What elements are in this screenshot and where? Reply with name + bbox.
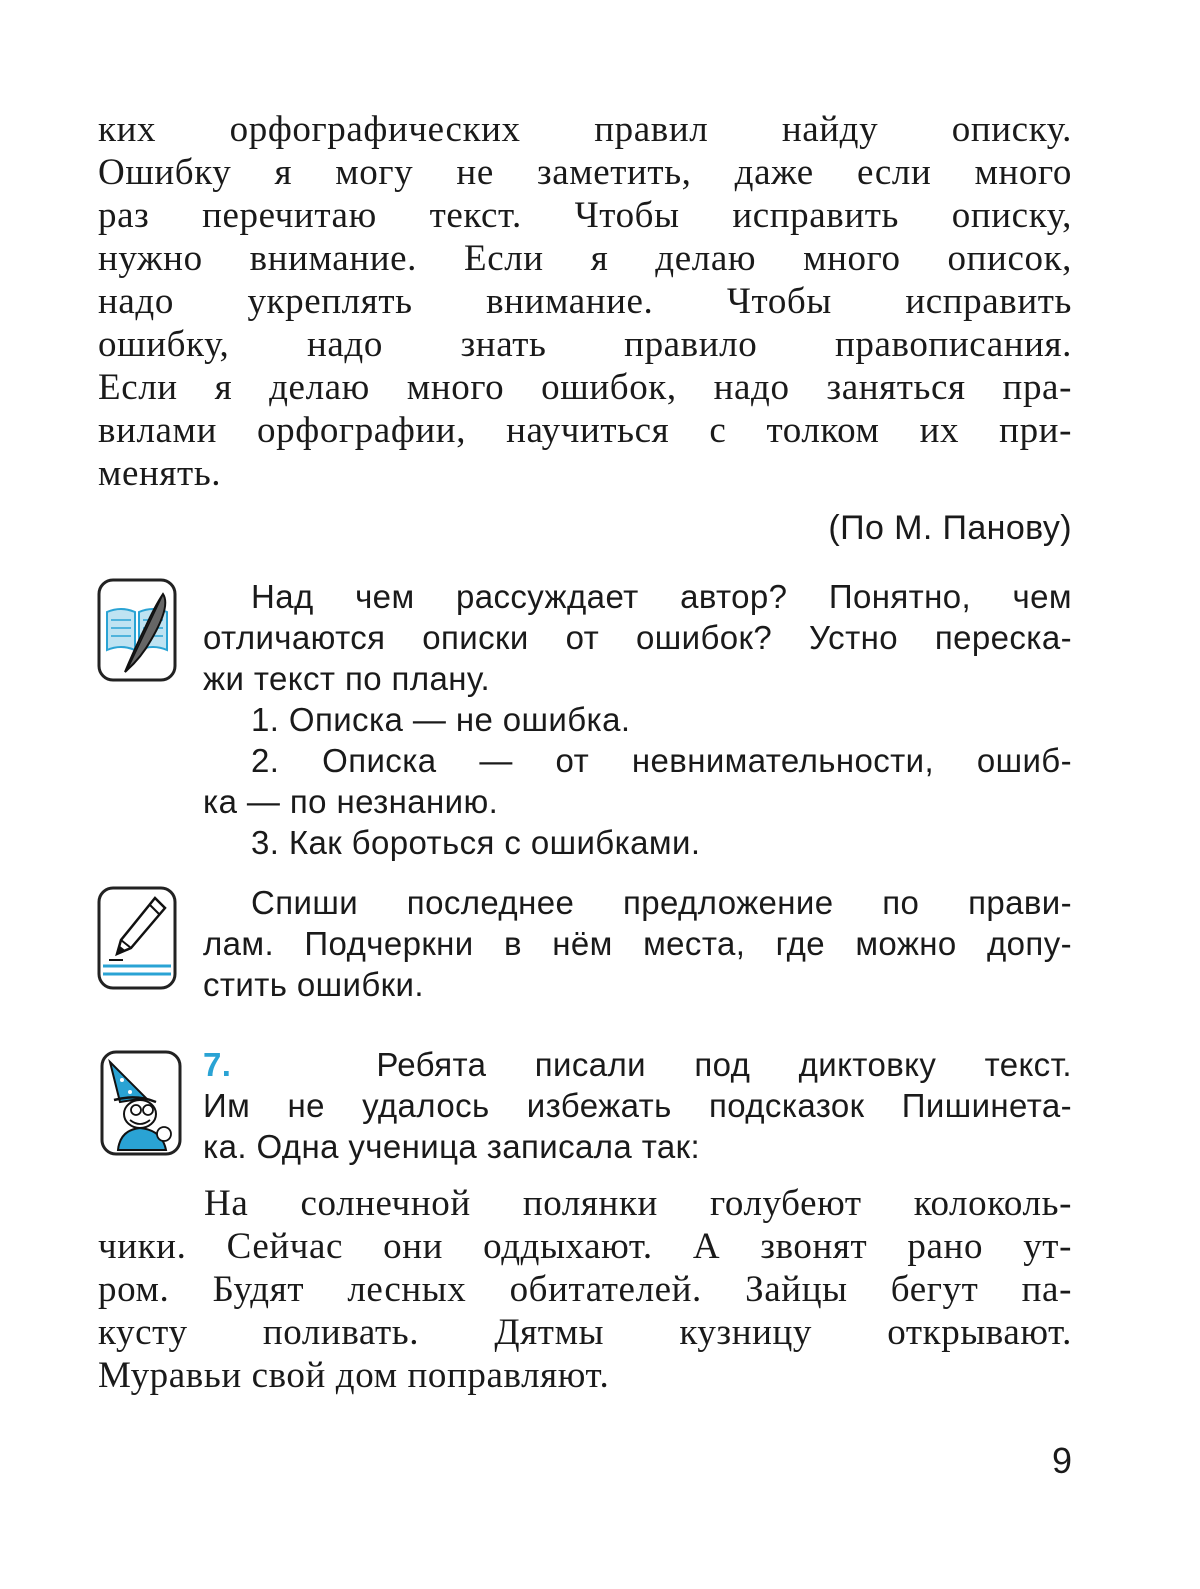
exercise-number: 7. (203, 1046, 232, 1083)
text-line: вилами орфографии, научиться с толком их при- (98, 410, 1072, 451)
book-quill-icon (97, 578, 177, 682)
text-line: надо укреплять внимание. Чтобы исправить (98, 281, 1072, 322)
task-read (203, 576, 1072, 863)
dictation-line: Муравьи свой дом поправляют. (98, 1355, 610, 1396)
exercise-7-text (98, 1182, 1072, 1397)
text-line: ошибку, надо знать правило правописания. (98, 324, 1072, 365)
dictation-line: чики. Сейчас они оддыхают. А звонят рано ут- (98, 1226, 1072, 1267)
task-line: Спиши последнее предложение по прави- (251, 884, 1072, 921)
task-line: жи текст по плану. (203, 660, 491, 697)
exercise-7-intro (203, 1044, 1072, 1167)
task-line: стить ошибки. (203, 966, 424, 1003)
pencil-lines-icon (97, 886, 177, 990)
plan-item-2-cont: ка — по незнанию. (203, 783, 499, 820)
exercise-line-text: Ребята писали под диктовку текст. (376, 1046, 1072, 1083)
exercise-line (203, 1044, 1072, 1085)
attribution-text: (По М. Панову) (828, 509, 1072, 547)
attribution (600, 508, 1072, 549)
dictation-line: ром. Будят лесных обитателей. Зайцы бегут па- (98, 1269, 1072, 1310)
exercise-line: ка. Одна ученица записала так: (203, 1128, 701, 1165)
text-line: ких орфографических правил найду описку. (98, 109, 1072, 150)
task-line: лам. Подчеркни в нём места, где можно допу- (203, 925, 1072, 962)
plan-item-1: 1. Описка — не ошибка. (251, 701, 631, 738)
wizard-icon (100, 1050, 180, 1156)
task-line: отличаются описки от ошибок? Устно переска- (203, 619, 1072, 656)
page-number: 9 (1051, 1440, 1072, 1481)
plan-item-2: 2. Описка — от невнимательности, ошиб- (251, 742, 1072, 779)
continuation-text (98, 108, 1072, 495)
text-line: менять. (98, 453, 222, 494)
exercise-line: Им не удалось избежать подсказок Пишинета- (203, 1087, 1072, 1124)
plan-item-3: 3. Как бороться с ошибками. (251, 824, 701, 861)
text-line: Ошибку я могу не заметить, даже если много (98, 152, 1072, 193)
dictation-line: кусту поливать. Дятмы кузницу открывают. (98, 1312, 1072, 1353)
text-line: раз перечитаю текст. Чтобы исправить описку, (98, 195, 1072, 236)
text-line: Если я делаю много ошибок, надо заняться пра- (98, 367, 1072, 408)
text-line: нужно внимание. Если я делаю много описок, (98, 238, 1072, 279)
task-line: Над чем рассуждает автор? Понятно, чем (251, 578, 1072, 615)
dictation-line: На солнечной полянки голубеют колоколь- (204, 1183, 1072, 1224)
task-write (203, 882, 1072, 1005)
